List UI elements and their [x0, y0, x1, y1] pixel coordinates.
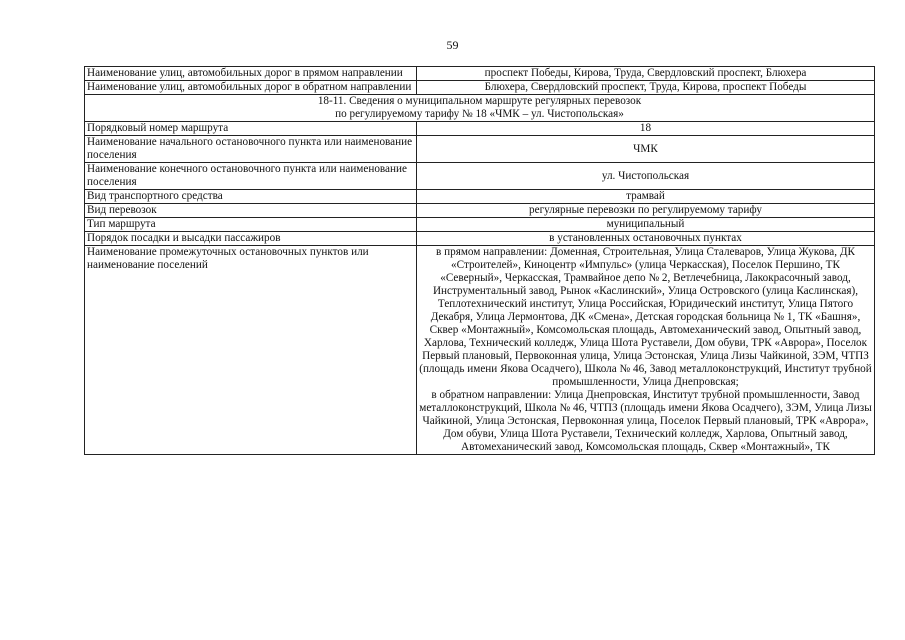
row-label: Наименование конечного остановочного пункта или наименование поселения [85, 163, 417, 190]
table-row [85, 232, 875, 246]
row-label: Вид перевозок [85, 204, 417, 218]
row-value: ЧМК [417, 136, 875, 163]
row-label: Порядковый номер маршрута [85, 122, 417, 136]
row-label: Тип маршрута [85, 218, 417, 232]
section-title-line-1: 18-11. Сведения о муниципальном маршруте регулярных перевозок [317, 95, 642, 107]
table-row [85, 163, 875, 190]
table-row [85, 67, 875, 81]
row-value: в установленных остановочных пунктах [417, 232, 875, 246]
table-row [85, 218, 875, 232]
row-label: Наименование промежуточных остановочных пунктов или наименование поселений [85, 246, 417, 455]
section-title-line-2: по регулируемому тарифу № 18 «ЧМК – ул. Чистопольская» [335, 108, 624, 120]
row-value: регулярные перевозки по регулируемому тарифу [417, 204, 875, 218]
row-value: ул. Чистопольская [417, 163, 875, 190]
row-label: Наименование улиц, автомобильных дорог в обратном направлении [85, 81, 417, 95]
page-number: 59 [446, 38, 459, 52]
row-value: трамвай [417, 190, 875, 204]
row-value: муниципальный [417, 218, 875, 232]
row-label: Вид транспортного средства [85, 190, 417, 204]
route-table [84, 66, 875, 455]
stops-row [85, 246, 875, 455]
stops-list [417, 246, 875, 455]
row-label: Наименование начального остановочного пункта или наименование поселения [85, 136, 417, 163]
table-row [85, 136, 875, 163]
row-value: 18 [417, 122, 875, 136]
table-row [85, 81, 875, 95]
table-row [85, 190, 875, 204]
section-header-row [85, 95, 875, 122]
row-label: Наименование улиц, автомобильных дорог в прямом направлении [85, 67, 417, 81]
row-label: Порядок посадки и высадки пассажиров [85, 232, 417, 246]
row-value: Блюхера, Свердловский проспект, Труда, Кирова, проспект Победы [417, 81, 875, 95]
table-row [85, 122, 875, 136]
stops-backward: в обратном направлении: Улица Днепровская, Институт трубной промышленности, Завод металлоконструкций, Школа № 46, ЧТПЗ (площадь имени Якова Осадчего), ЗЭМ, Улица Лизы Чайкиной, Улица Эстонская, Первоконная улица, Поселок Первый плановый, ТРК «Аврора», Дом обуви, Улица Шота Руставели, Технический колледж, Харлова, Опытный завод, Автомеханический завод, Комсомольская площадь, Сквер «Монтажный», ТК [419, 389, 872, 453]
table-row [85, 204, 875, 218]
stops-forward: в прямом направлении: Доменная, Строительная, Улица Сталеваров, Улица Жукова, ДК «Строителей», Киноцентр «Импульс» (улица Черкасская), Поселок Першино, ТК «Северный», Черкасская, Трамвайное депо № 2, Ветлечебница, Лакокрасочный завод, Инструментальный завод, Рынок «Каслинский», Улица Островского (улица Каслинская), Теплотехнический институт, Улица Российская, Юридический институт, Улица Пятого Декабря, Улица Лермонтова, ДК «Смена», Детская городская больница № 1, ТК «Башня», Сквер «Монтажный», Комсомольская площадь, Автомеханический завод, Опытный завод, Харлова, Технический колледж, Улица Шота Руставели, Дом обуви, ТРК «Аврора», Поселок Первый плановый, Первоконная улица, Улица Эстонская, Улица Лизы Чайкиной, ЗЭМ, ЧТПЗ (площадь имени Якова Осадчего), Школа № 46, Завод металлоконструкций, Институт трубной промышленности, Улица Днепровская; [419, 246, 872, 388]
section-header [85, 95, 875, 122]
row-value: проспект Победы, Кирова, Труда, Свердловский проспект, Блюхера [417, 67, 875, 81]
